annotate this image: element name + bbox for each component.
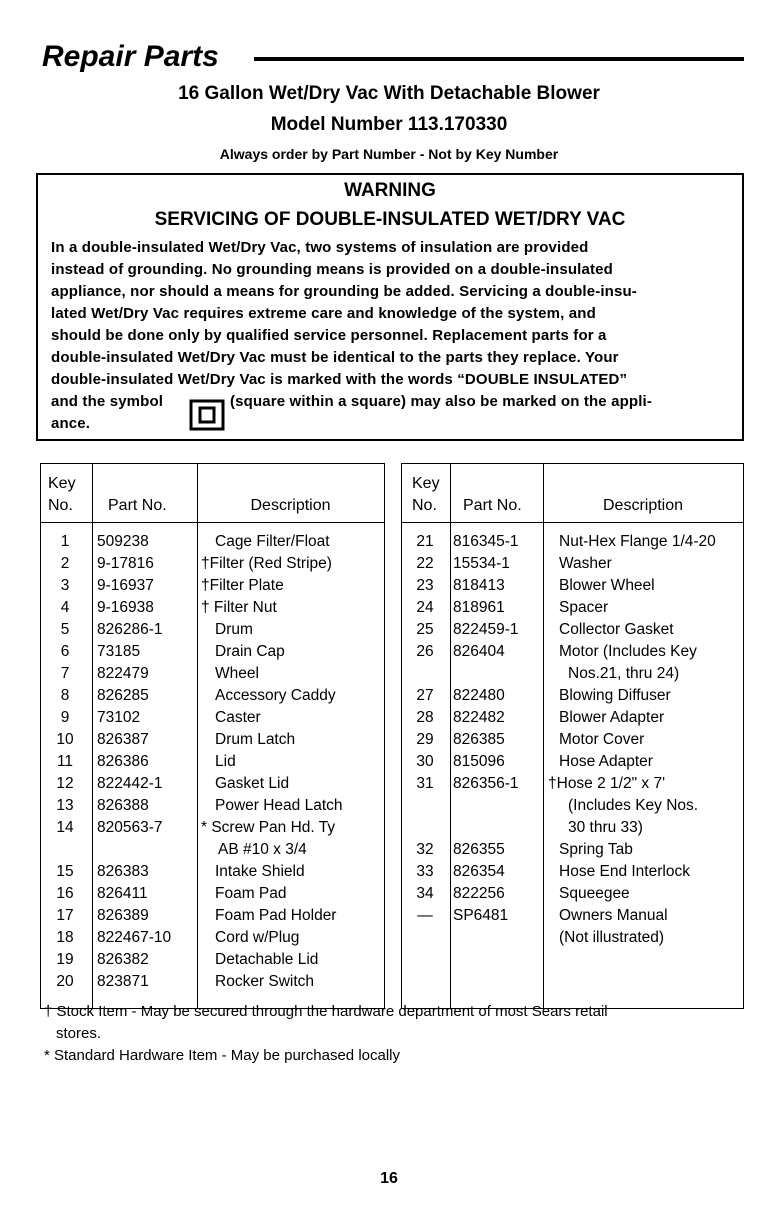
key-header-no: No. [48, 497, 73, 514]
key-number: 5 [60, 621, 70, 638]
part-description: Owners Manual [559, 907, 668, 924]
key-number: 32 [416, 841, 434, 858]
table-row [41, 861, 384, 883]
table-row [402, 531, 743, 553]
table-row [41, 685, 384, 707]
part-description: Hose End Interlock [559, 863, 690, 880]
warning-line: instead of grounding. No grounding means is provided on a double-insulated [51, 261, 613, 278]
part-description: * Screw Pan Hd. Ty [201, 819, 336, 836]
table-row [402, 927, 743, 949]
part-number: 826356-1 [453, 775, 519, 792]
part-number: 9-16937 [97, 577, 154, 594]
key-number: 19 [56, 951, 74, 968]
key-number: 23 [416, 577, 434, 594]
part-number: 73185 [97, 643, 141, 660]
part-number: 822442-1 [97, 775, 163, 792]
part-description: Blowing Diffuser [559, 687, 671, 704]
part-description: AB #10 x 3/4 [218, 841, 307, 858]
key-number: 10 [56, 731, 74, 748]
key-number: 25 [416, 621, 434, 638]
table-row [41, 575, 384, 597]
part-number: 826355 [453, 841, 505, 858]
part-description: Collector Gasket [559, 621, 674, 638]
table-row [402, 685, 743, 707]
key-number: 6 [60, 643, 70, 660]
key-number: — [417, 907, 433, 924]
table-row [41, 707, 384, 729]
table-row [41, 905, 384, 927]
part-number: 826383 [97, 863, 149, 880]
part-description: Spring Tab [559, 841, 633, 858]
table-row [41, 773, 384, 795]
table-row [41, 927, 384, 949]
part-number: 822467-10 [97, 929, 172, 946]
part-number: 822459-1 [453, 621, 519, 638]
part-description: Drain Cap [215, 643, 285, 660]
part-number: 826386 [97, 753, 149, 770]
key-header-no: No. [412, 497, 437, 514]
key-number: 13 [56, 797, 74, 814]
part-number: 826404 [453, 643, 505, 660]
table-row [41, 663, 384, 685]
table-row [402, 751, 743, 773]
order-note: Always order by Part Number - Not by Key Number [219, 146, 559, 162]
key-number: 28 [416, 709, 434, 726]
product-subtitle: 16 Gallon Wet/Dry Vac With Detachable Blower [178, 83, 600, 104]
table-row [402, 663, 743, 685]
key-number: 15 [56, 863, 74, 880]
key-number: 27 [416, 687, 434, 704]
part-number: 818413 [453, 577, 505, 594]
part-description: Cord w/Plug [215, 929, 300, 946]
part-number: 9-17816 [97, 555, 154, 572]
footnote-stock-item: † Stock Item - May be secured through the hardware department of most Sears retail [44, 1003, 608, 1020]
part-number: 509238 [97, 533, 149, 550]
table-row [402, 883, 743, 905]
table-row [402, 597, 743, 619]
double-insulated-symbol-icon [188, 398, 226, 432]
part-description: Drum [215, 621, 253, 638]
table-row [41, 795, 384, 817]
key-number: 20 [56, 973, 74, 990]
part-number: 826389 [97, 907, 149, 924]
warning-line: lated Wet/Dry Vac requires extreme care and knowledge of the system, and [51, 305, 596, 322]
part-description: Gasket Lid [215, 775, 290, 792]
warning-line: In a double-insulated Wet/Dry Vac, two systems of insulation are provided [51, 239, 589, 256]
table-row [402, 707, 743, 729]
part-description: Squeegee [559, 885, 630, 902]
footnote-standard-item: * Standard Hardware Item - May be purchased locally [44, 1047, 401, 1064]
part-description: †Hose 2 1/2" x 7' [548, 775, 666, 792]
part-number: 826385 [453, 731, 505, 748]
table-row [402, 839, 743, 861]
key-header: Key [412, 475, 440, 492]
part-number: 822479 [97, 665, 149, 682]
key-number: 22 [416, 555, 434, 572]
warning-line: double-insulated Wet/Dry Vac must be identical to the parts they replace. Your [51, 349, 619, 366]
part-description: (Includes Key Nos. [568, 797, 699, 814]
key-number: 31 [416, 775, 434, 792]
key-number: 16 [56, 885, 74, 902]
key-number: 29 [416, 731, 434, 748]
part-description: Accessory Caddy [215, 687, 336, 704]
table-row [41, 729, 384, 751]
part-description: Cage Filter/Float [215, 533, 330, 550]
table-row [402, 729, 743, 751]
warning-line: should be done only by qualified service personnel. Replacement parts for a [51, 327, 607, 344]
description-header: Description [250, 497, 331, 514]
part-number: 820563-7 [97, 819, 163, 836]
warning-line: (square within a square) may also be marked on the appli- [230, 393, 652, 410]
part-description: Washer [559, 555, 612, 572]
key-number: 1 [60, 533, 70, 550]
table-row [41, 839, 384, 861]
part-number: 826387 [97, 731, 149, 748]
table-row [402, 619, 743, 641]
part-description: Rocker Switch [215, 973, 315, 990]
table-row [41, 751, 384, 773]
part-description: Foam Pad [215, 885, 287, 902]
warning-heading: SERVICING OF DOUBLE-INSULATED WET/DRY VAC [154, 209, 626, 230]
part-description: Hose Adapter [559, 753, 653, 770]
part-number-header: Part No. [463, 497, 522, 514]
table-row [41, 597, 384, 619]
part-number-header: Part No. [108, 497, 167, 514]
table-row [402, 641, 743, 663]
table-row [402, 817, 743, 839]
part-description: †Filter Plate [201, 577, 284, 594]
part-description: Caster [215, 709, 261, 726]
key-number: 3 [60, 577, 70, 594]
table-row [41, 641, 384, 663]
table-row [41, 971, 384, 993]
key-number: 14 [56, 819, 74, 836]
warning-title: WARNING [344, 180, 436, 201]
key-number: 18 [56, 929, 74, 946]
table-row [41, 883, 384, 905]
model-number: Model Number 113.170330 [270, 114, 508, 135]
part-number: 826388 [97, 797, 149, 814]
key-number: 9 [60, 709, 70, 726]
page-title: Repair Parts [42, 40, 219, 73]
key-number: 12 [56, 775, 74, 792]
table-row [41, 949, 384, 971]
part-number: 826285 [97, 687, 149, 704]
part-description: Intake Shield [215, 863, 305, 880]
key-number: 30 [416, 753, 434, 770]
part-number: 15534-1 [453, 555, 510, 572]
part-description: Foam Pad Holder [215, 907, 337, 924]
header-divider [402, 522, 743, 523]
part-number: 826411 [97, 885, 148, 902]
key-number: 17 [56, 907, 74, 924]
part-number: 822256 [453, 885, 505, 902]
table-row [402, 795, 743, 817]
part-number: 823871 [97, 973, 149, 990]
part-number: 822482 [453, 709, 505, 726]
part-description: Power Head Latch [215, 797, 343, 814]
warning-line: and the symbol [51, 393, 164, 410]
part-description: Lid [215, 753, 236, 770]
part-number: 826286-1 [97, 621, 163, 638]
key-number: 26 [416, 643, 434, 660]
key-number: 11 [56, 753, 74, 770]
part-number: 826382 [97, 951, 149, 968]
table-row [41, 817, 384, 839]
table-row [402, 553, 743, 575]
warning-line: double-insulated Wet/Dry Vac is marked with the words “DOUBLE INSULATED” [51, 371, 628, 388]
part-description: Detachable Lid [215, 951, 319, 968]
part-number: 816345-1 [453, 533, 519, 550]
page-number: 16 [380, 1170, 398, 1187]
part-description: Drum Latch [215, 731, 296, 748]
table-row [41, 531, 384, 553]
part-description: Nos.21, thru 24) [568, 665, 680, 682]
part-description: † Filter Nut [201, 599, 277, 616]
part-number: 822480 [453, 687, 505, 704]
part-description: Blower Adapter [559, 709, 665, 726]
warning-box [36, 173, 744, 441]
table-row [402, 773, 743, 795]
part-description: 30 thru 33) [568, 819, 643, 836]
key-number: 8 [60, 687, 70, 704]
key-number: 7 [60, 665, 70, 682]
table-row [402, 575, 743, 597]
key-number: 4 [60, 599, 70, 616]
parts-table-right [401, 463, 744, 1009]
part-number: 9-16938 [97, 599, 154, 616]
warning-line: appliance, nor should a means for grounding be added. Servicing a double-insu- [51, 283, 637, 300]
key-number: 2 [60, 555, 70, 572]
part-number: SP6481 [453, 907, 509, 924]
key-number: 34 [416, 885, 434, 902]
table-row [41, 553, 384, 575]
table-row [402, 905, 743, 927]
part-description: †Filter (Red Stripe) [201, 555, 332, 572]
table-row [402, 861, 743, 883]
footnote-stock-item-cont: stores. [56, 1025, 102, 1042]
key-header: Key [48, 475, 76, 492]
warning-line: ance. [51, 415, 91, 432]
header-divider [41, 522, 384, 523]
part-description: Nut-Hex Flange 1/4-20 [559, 533, 716, 550]
part-description: Wheel [215, 665, 259, 682]
part-description: Motor Cover [559, 731, 645, 748]
part-description: Motor (Includes Key [559, 643, 697, 660]
key-number: 24 [416, 599, 434, 616]
part-description: Spacer [559, 599, 609, 616]
key-number: 33 [416, 863, 434, 880]
part-number: 815096 [453, 753, 505, 770]
title-rule [254, 57, 744, 61]
table-row [41, 619, 384, 641]
parts-table-left [40, 463, 385, 1009]
part-description: Blower Wheel [559, 577, 655, 594]
part-description: (Not illustrated) [559, 929, 665, 946]
part-number: 826354 [453, 863, 505, 880]
part-number: 73102 [97, 709, 141, 726]
description-header: Description [602, 497, 684, 514]
part-number: 818961 [453, 599, 505, 616]
key-number: 21 [416, 533, 434, 550]
